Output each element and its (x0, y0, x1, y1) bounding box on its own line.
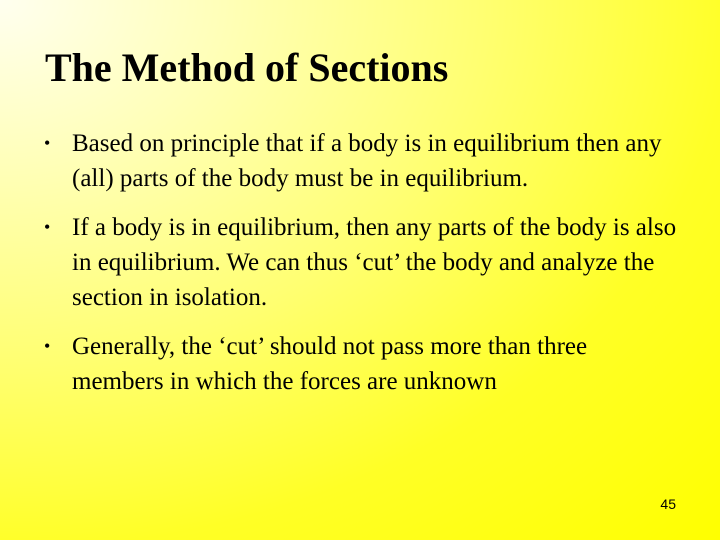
bullet-text: Based on principle that if a body is in equilibrium then any (all) parts of the body must be in equilibrium. (72, 130, 662, 192)
page-number: 45 (660, 496, 676, 512)
bullet-icon: • (44, 217, 51, 237)
bullet-item (44, 329, 684, 399)
bullet-text: If a body is in equilibrium, then any parts of the body is also in equilibrium. We can thus ‘cut’ the body and analyze the section in isolation. (72, 214, 677, 311)
bullet-list (44, 126, 684, 413)
bullet-item (44, 126, 684, 196)
slide-title: The Method of Sections (45, 45, 449, 90)
bullet-text: Generally, the ‘cut’ should not pass more than three members in which the forces are unknown (72, 333, 588, 395)
bullet-item (44, 210, 684, 315)
bullet-icon: • (44, 336, 51, 356)
bullet-icon: • (44, 133, 51, 153)
